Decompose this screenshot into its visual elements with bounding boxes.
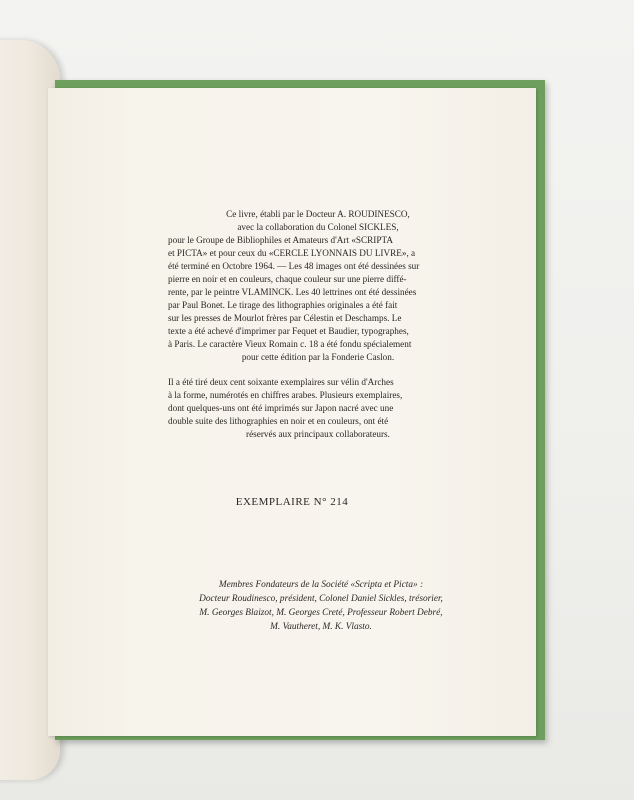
colophon-line: pour cette édition par la Fonderie Caslon. bbox=[241, 352, 395, 362]
edition-line: réservés aux principaux collaborateurs. bbox=[246, 429, 390, 439]
colophon-line: à Paris. Le caractère Vieux Romain c. 18 a été fondu spécialement bbox=[168, 339, 412, 349]
colophon-line: pour le Groupe de Bibliophiles et Amateurs d'Art «SCRIPTA bbox=[168, 235, 393, 245]
edition-line: à la forme, numérotés en chiffres arabes. Plusieurs exemplaires, bbox=[168, 390, 403, 400]
colophon-paragraph-1 bbox=[168, 208, 468, 364]
page-content bbox=[48, 88, 536, 736]
colophon-line: été terminé en Octobre 1964. — Les 48 images ont été dessinées sur bbox=[168, 261, 420, 271]
edition-line: double suite des lithographies en noir et en couleurs, ont été bbox=[168, 416, 389, 426]
colophon-line: texte a été achevé d'imprimer par Fequet et Baudier, typographes, bbox=[168, 326, 409, 336]
colophon-line: sur les presses de Mourlot frères par Célestin et Deschamps. Le bbox=[168, 313, 402, 323]
exemplaire-number: EXEMPLAIRE N° 214 bbox=[235, 496, 349, 508]
members-line: M. Georges Blaizot, M. Georges Creté, Professeur Robert Debré, bbox=[199, 608, 443, 618]
colophon-line: pierre en noir et en couleurs, chaque couleur sur une pierre diffé- bbox=[168, 274, 407, 284]
colophon-paragraph-2 bbox=[168, 376, 468, 441]
colophon-text bbox=[168, 208, 468, 441]
colophon-line: rente, par le peintre VLAMINCK. Les 40 lettrines ont été dessinées bbox=[168, 287, 417, 297]
members-line: Docteur Roudinesco, président, Colonel Daniel Sickles, trésorier, bbox=[199, 594, 443, 604]
colophon-line: Ce livre, établi par le Docteur A. ROUDINESCO, bbox=[226, 209, 410, 219]
colophon-line: et PICTA» et pour ceux du «CERCLE LYONNAIS DU LIVRE», a bbox=[168, 248, 416, 258]
colophon-line: par Paul Bonet. Le tirage des lithographies originales a été fait bbox=[168, 300, 398, 310]
founding-members bbox=[156, 578, 486, 634]
edition-line: Il a été tiré deux cent soixante exemplaires sur vélin d'Arches bbox=[168, 377, 394, 387]
colophon-page bbox=[48, 88, 536, 736]
colophon-line: avec la collaboration du Colonel SICKLES, bbox=[237, 222, 399, 232]
members-line: M. Vautheret, M. K. Vlasto. bbox=[270, 622, 372, 632]
edition-line: dont quelques-uns ont été imprimés sur Japon nacré avec une bbox=[168, 403, 394, 413]
members-line: Membres Fondateurs de la Société «Scripta et Picta» : bbox=[218, 580, 424, 590]
